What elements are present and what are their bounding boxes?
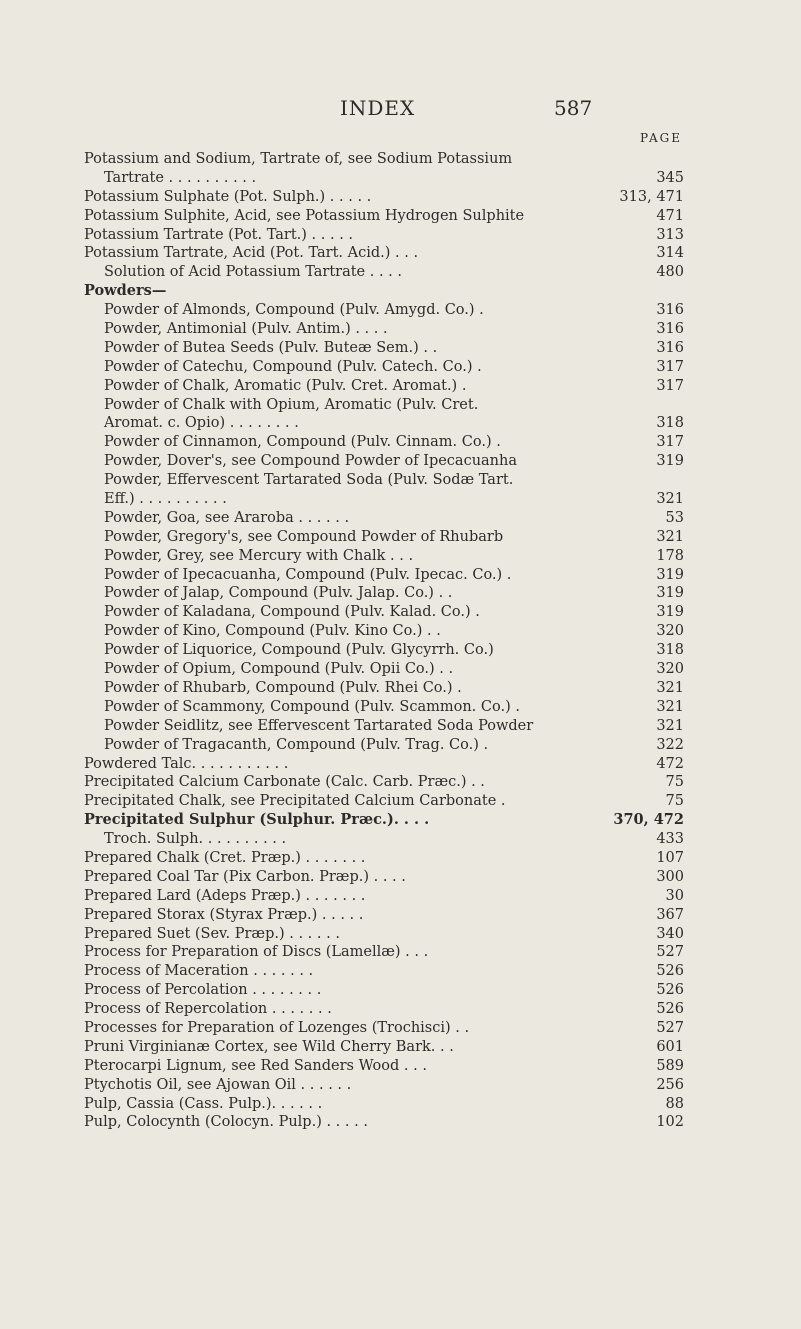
index-entry <box>84 414 684 433</box>
index-entry-page: 367 <box>656 906 684 923</box>
index-entry <box>84 244 684 263</box>
index-entries <box>84 150 684 1132</box>
index-entry-page: 316 <box>656 302 684 319</box>
index-entry-text: Powder, Goa, see Araroba . . . . . . <box>104 509 350 526</box>
index-entry-text: Powder of Kaladana, Compound (Pulv. Kalad. Co.) . <box>104 604 480 621</box>
index-entry <box>84 849 684 868</box>
index-entry <box>84 566 684 585</box>
index-entry-page: 321 <box>656 717 684 734</box>
index-entry-text: Prepared Lard (Adeps Præp.) . . . . . . . <box>84 887 366 904</box>
index-entry-text: Pterocarpi Lignum, see Red Sanders Wood . . . <box>84 1057 427 1074</box>
index-entry-page: 319 <box>656 566 684 583</box>
index-entry-text: Powder of Almonds, Compound (Pulv. Amygd. Co.) . <box>104 302 484 319</box>
index-entry <box>84 301 684 320</box>
index-entry <box>84 584 684 603</box>
index-entry <box>84 811 684 830</box>
index-entry-text: Powder of Chalk with Opium, Aromatic (Pulv. Cret. <box>104 396 479 413</box>
index-entry-page: 370, 472 <box>613 811 684 829</box>
index-entry <box>84 925 684 944</box>
index-entry-page: 319 <box>656 585 684 602</box>
index-entry-text: Prepared Storax (Styrax Præp.) . . . . . <box>84 906 364 923</box>
index-entry-text: Pruni Virginianæ Cortex, see Wild Cherry Bark. . . <box>84 1038 454 1055</box>
index-entry <box>84 679 684 698</box>
index-entry-page: 320 <box>656 623 684 640</box>
index-entry <box>84 358 684 377</box>
index-entry-text: Powder of Tragacanth, Compound (Pulv. Trag. Co.) . <box>104 736 489 753</box>
index-entry-page: 256 <box>656 1076 684 1093</box>
index-entry-page: 322 <box>656 736 684 753</box>
index-entry-text: Pulp, Colocynth (Colocyn. Pulp.) . . . . . <box>84 1114 368 1131</box>
index-entry-text: Troch. Sulph. . . . . . . . . . <box>104 831 287 848</box>
index-entry-page: 313, 471 <box>619 188 684 205</box>
index-entry-page: 321 <box>656 528 684 545</box>
index-entry-page: 321 <box>656 491 684 508</box>
index-entry-page: 321 <box>656 698 684 715</box>
index-entry-page: 107 <box>656 849 684 866</box>
index-entry-text: Powder of Jalap, Compound (Pulv. Jalap. Co.) . . <box>104 585 453 602</box>
index-entry <box>84 188 684 207</box>
index-entry <box>84 773 684 792</box>
index-entry-page: 317 <box>656 358 684 375</box>
index-entry-page: 30 <box>665 887 684 904</box>
index-entry-text: Prepared Chalk (Cret. Præp.) . . . . . . . <box>84 849 366 866</box>
index-entry <box>84 603 684 622</box>
index-entry-text: Potassium Tartrate, Acid (Pot. Tart. Acid.) . . . <box>84 245 419 262</box>
index-entry-text: Solution of Acid Potassium Tartrate . . . . <box>104 264 403 281</box>
index-entry-text: Prepared Coal Tar (Pix Carbon. Præp.) . . . . <box>84 868 406 885</box>
index-entry <box>84 150 684 169</box>
index-entry <box>84 641 684 660</box>
index-entry <box>84 339 684 358</box>
index-entry <box>84 1000 684 1019</box>
index-entry <box>84 226 684 245</box>
index-entry <box>84 981 684 1000</box>
index-entry-page: 88 <box>665 1095 684 1112</box>
index-entry-page: 75 <box>665 793 684 810</box>
index-entry <box>84 547 684 566</box>
index-entry-text: Prepared Suet (Sev. Præp.) . . . . . . <box>84 925 340 942</box>
index-entry-text: Process of Repercolation . . . . . . . <box>84 1001 332 1018</box>
index-entry-text: Aromat. c. Opio) . . . . . . . . <box>104 415 299 432</box>
index-entry-text: Powder of Catechu, Compound (Pulv. Catech. Co.) . <box>104 358 482 375</box>
index-entry-text: Powders— <box>84 282 167 300</box>
index-entry-text: Precipitated Chalk, see Precipitated Calcium Carbonate . <box>84 793 506 810</box>
index-entry <box>84 433 684 452</box>
index-entry-text: Precipitated Calcium Carbonate (Calc. Carb. Præc.) . . <box>84 774 485 791</box>
index-entry <box>84 377 684 396</box>
index-entry <box>84 509 684 528</box>
index-entry-page: 471 <box>656 207 684 224</box>
index-entry-text: Powder of Chalk, Aromatic (Pulv. Cret. Aromat.) . <box>104 377 467 394</box>
index-entry <box>84 1057 684 1076</box>
index-entry-text: Eff.) . . . . . . . . . . <box>104 491 227 508</box>
index-entry-text: Powder of Scammony, Compound (Pulv. Scammon. Co.) . <box>104 698 520 715</box>
index-entry-text: Powder of Rhubarb, Compound (Pulv. Rhei Co.) . <box>104 679 462 696</box>
running-head <box>0 96 801 120</box>
index-entry-page: 527 <box>656 944 684 961</box>
index-entry-text: Precipitated Sulphur (Sulphur. Præc.). . . . <box>84 811 430 829</box>
index-entry-text: Powder Seidlitz, see Effervescent Tartarated Soda Powder <box>104 717 534 734</box>
index-entry-text: Process of Percolation . . . . . . . . <box>84 982 322 999</box>
page-number: 587 <box>554 96 593 120</box>
index-entry <box>84 471 684 490</box>
index-entry <box>84 490 684 509</box>
index-entry-text: Powder of Opium, Compound (Pulv. Opii Co.) . . <box>104 661 454 678</box>
index-entry <box>84 1019 684 1038</box>
index-entry <box>84 1076 684 1095</box>
index-entry <box>84 660 684 679</box>
index-entry-page: 300 <box>656 868 684 885</box>
index-entry-text: Powder, Dover's, see Compound Powder of Ipecacuanha <box>104 453 518 470</box>
index-entry-page: 472 <box>656 755 684 772</box>
index-entry-page: 102 <box>656 1114 684 1131</box>
index-entry-text: Powdered Talc. . . . . . . . . . . <box>84 755 289 772</box>
index-entry-text: Pulp, Cassia (Cass. Pulp.). . . . . . <box>84 1095 323 1112</box>
index-entry <box>84 263 684 282</box>
index-entry-page: 433 <box>656 831 684 848</box>
index-entry-page: 314 <box>656 245 684 262</box>
index-entry-page: 589 <box>656 1057 684 1074</box>
index-entry-text: Powder of Cinnamon, Compound (Pulv. Cinnam. Co.) . <box>104 434 501 451</box>
index-entry-page: 526 <box>656 1001 684 1018</box>
index-entry-page: 75 <box>665 774 684 791</box>
index-entry-page: 178 <box>656 547 684 564</box>
index-entry <box>84 962 684 981</box>
index-entry <box>84 1095 684 1114</box>
index-entry-text: Powder, Grey, see Mercury with Chalk . . . <box>104 547 414 564</box>
index-entry <box>84 282 684 301</box>
index-entry-page: 316 <box>656 339 684 356</box>
index-entry-page: 316 <box>656 321 684 338</box>
index-entry-page: 313 <box>656 226 684 243</box>
index-entry-text: Tartrate . . . . . . . . . . <box>104 169 257 186</box>
index-entry-page: 317 <box>656 434 684 451</box>
index-entry-text: Ptychotis Oil, see Ajowan Oil . . . . . . <box>84 1076 352 1093</box>
index-entry <box>84 1038 684 1057</box>
index-entry-text: Potassium Tartrate (Pot. Tart.) . . . . . <box>84 226 354 243</box>
index-entry <box>84 207 684 226</box>
index-entry-text: Powder, Antimonial (Pulv. Antim.) . . . . <box>104 321 388 338</box>
index-title: INDEX <box>340 96 416 120</box>
index-entry <box>84 717 684 736</box>
index-entry <box>84 452 684 471</box>
index-entry-page: 319 <box>656 453 684 470</box>
index-entry <box>84 868 684 887</box>
index-entry-page: 345 <box>656 169 684 186</box>
index-entry <box>84 906 684 925</box>
index-entry-text: Powder of Ipecacuanha, Compound (Pulv. Ipecac. Co.) . <box>104 566 512 583</box>
index-entry-page: 527 <box>656 1019 684 1036</box>
index-entry-page: 318 <box>656 415 684 432</box>
index-entry-text: Processes for Preparation of Lozenges (Trochisci) . . <box>84 1019 470 1036</box>
index-entry <box>84 943 684 962</box>
index-entry-page: 601 <box>656 1038 684 1055</box>
index-entry-text: Process of Maceration . . . . . . . <box>84 963 314 980</box>
index-entry <box>84 792 684 811</box>
index-entry-page: 53 <box>665 509 684 526</box>
index-entry <box>84 169 684 188</box>
index-entry-page: 320 <box>656 661 684 678</box>
index-entry-text: Powder, Effervescent Tartarated Soda (Pulv. Sodæ Tart. <box>104 472 514 489</box>
index-entry <box>84 698 684 717</box>
index-entry-page: 317 <box>656 377 684 394</box>
index-entry-text: Potassium and Sodium, Tartrate of, see Sodium Potassium <box>84 151 513 167</box>
index-entry-page: 340 <box>656 925 684 942</box>
index-entry <box>84 528 684 547</box>
index-entry <box>84 320 684 339</box>
index-entry <box>84 830 684 849</box>
index-entry <box>84 755 684 774</box>
index-entry-text: Powder of Liquorice, Compound (Pulv. Glycyrrh. Co.) <box>104 642 494 659</box>
index-entry-text: Potassium Sulphate (Pot. Sulph.) . . . . . <box>84 188 372 205</box>
index-entry-page: 526 <box>656 963 684 980</box>
index-entry-page: 321 <box>656 679 684 696</box>
index-entry-text: Powder of Butea Seeds (Pulv. Buteæ Sem.) . . <box>104 339 438 356</box>
index-entry <box>84 887 684 906</box>
index-entry-text: Powder, Gregory's, see Compound Powder of Rhubarb <box>104 528 504 545</box>
index-entry-text: Potassium Sulphite, Acid, see Potassium Hydrogen Sulphite <box>84 207 525 224</box>
index-entry-page: 318 <box>656 642 684 659</box>
index-entry <box>84 622 684 641</box>
index-entry-text: Powder of Kino, Compound (Pulv. Kino Co.) . . <box>104 623 441 640</box>
page-column-label: PAGE <box>640 131 682 145</box>
index-entry-page: 526 <box>656 982 684 999</box>
index-entry-text: Process for Preparation of Discs (Lamellæ) . . . <box>84 944 429 961</box>
index-entry-page: 480 <box>656 264 684 281</box>
index-entry-page: 319 <box>656 604 684 621</box>
index-entry <box>84 396 684 415</box>
index-entry <box>84 736 684 755</box>
index-entry <box>84 1113 684 1132</box>
